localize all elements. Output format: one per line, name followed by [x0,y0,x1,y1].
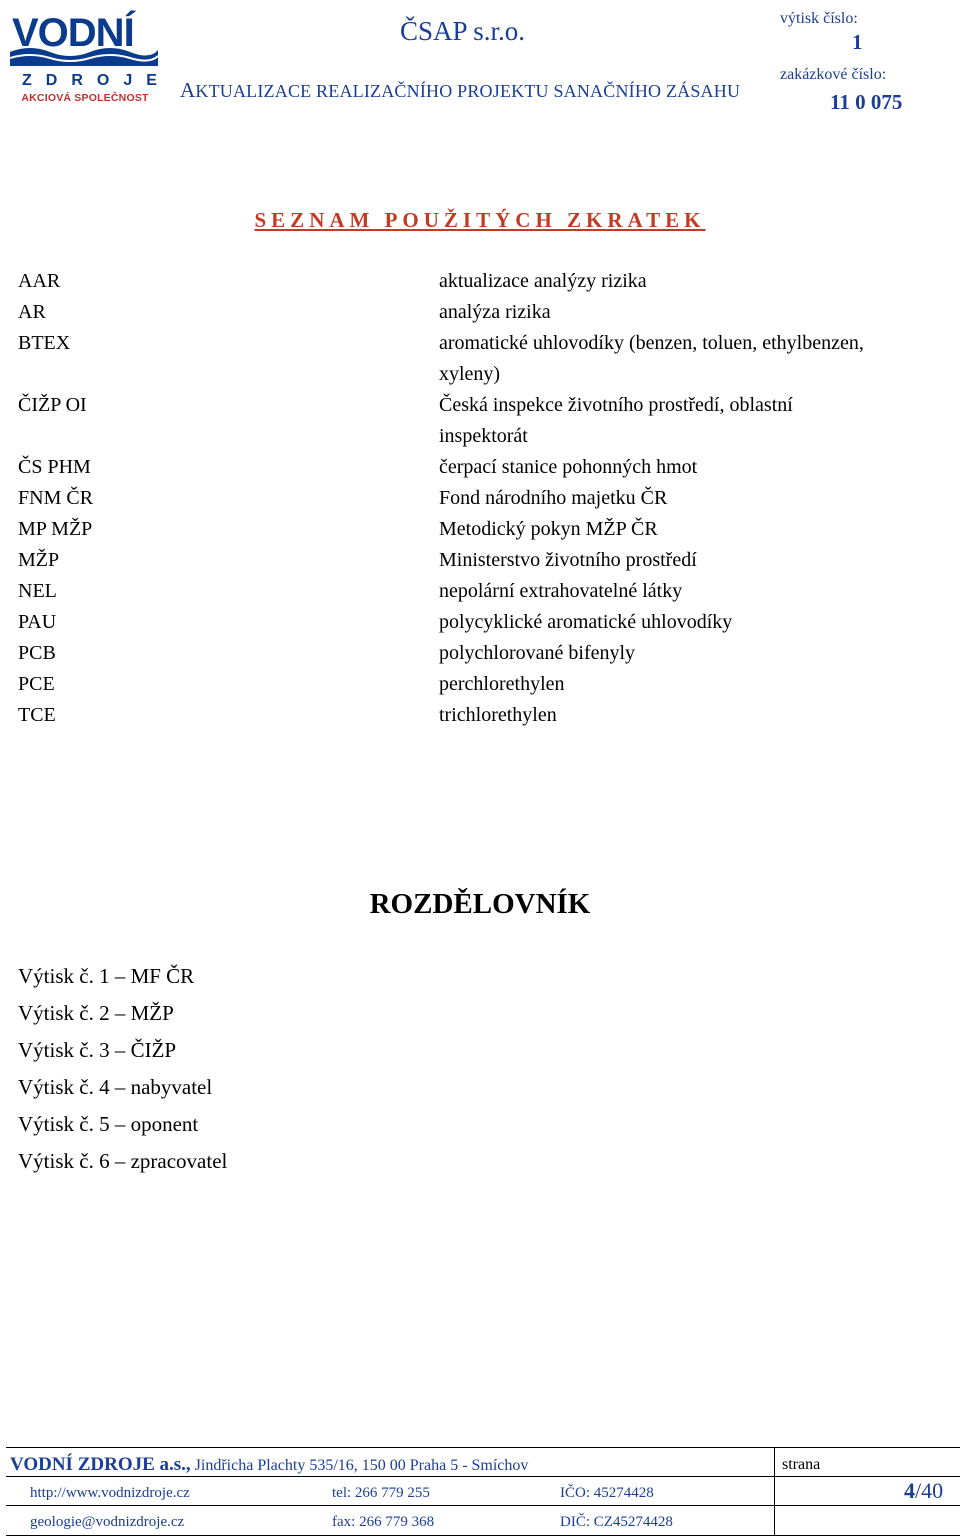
footer-fax: fax: 266 779 368 [332,1514,435,1530]
order-number-value: 11 0 075 [830,90,903,114]
abbr-definition: analýza rizika [439,301,551,323]
print-number-label: výtisk číslo: [780,10,858,27]
abbr-term: PAU [18,611,57,633]
footer-website-link[interactable]: http://www.vodnizdroje.cz [30,1485,190,1501]
logo-company-type: AKCIOVÁ SPOLEČNOST [21,92,149,104]
abbr-definition: trichlorethylen [439,704,557,726]
footer-divider [774,1447,775,1535]
copy-item: Výtisk č. 2 – MŽP [18,1001,174,1025]
footer-dic: DIČ: CZ45274428 [560,1514,673,1530]
footer-divider [6,1505,960,1506]
copy-item: Výtisk č. 6 – zpracovatel [18,1149,228,1173]
footer-company-name: VODNÍ ZDROJE a.s., [10,1454,191,1475]
footer-divider [6,1476,960,1477]
footer-company [10,1454,528,1476]
abbr-definition: Ministerstvo životního prostředí [439,549,697,571]
logo-subtitle [10,70,171,108]
footer-address: Jindřicha Plachty 535/16, 150 00 Praha 5 - Smíchov [190,1457,529,1474]
logo-zdroje-text: ZDROJE [22,72,171,89]
abbr-term: TCE [18,704,56,726]
page-label: strana [782,1456,821,1473]
print-number-value: 1 [852,30,863,54]
copy-item: Výtisk č. 5 – oponent [18,1112,199,1136]
order-number-label: zakázkové číslo: [780,66,887,83]
abbr-definition: aktualizace analýzy rizika [439,270,647,292]
abbr-definition: Fond národního majetku ČR [439,487,668,509]
abbr-term: MŽP [18,549,60,571]
copy-item: Výtisk č. 4 – nabyvatel [18,1075,213,1099]
copy-item: Výtisk č. 3 – ČIŽP [18,1038,177,1062]
footer-phone: tel: 266 779 255 [332,1485,430,1501]
abbr-definition: čerpací stanice pohonných hmot [439,456,698,478]
abbr-term: PCE [18,673,55,695]
abbr-definition: polycyklické aromatické uhlovodíky [439,611,733,633]
page-total: /40 [915,1478,944,1503]
page-number [904,1478,943,1504]
abbreviations-title: SEZNAM POUŽITÝCH ZKRATEK [254,208,706,232]
project-title-initial: A [180,78,196,102]
abbr-term: PCB [18,642,56,664]
client-company: ČSAP s.r.o. [400,16,526,46]
abbr-term: ČS PHM [18,456,91,478]
copy-item: Výtisk č. 1 – MF ČR [18,964,195,988]
abbr-definition: Metodický pokyn MŽP ČR [439,518,658,540]
project-title [180,78,740,103]
abbr-definition: aromatické uhlovodíky (benzen, toluen, ethylbenzen, xyleny) [439,332,864,385]
abbr-term: ČIŽP OI [18,394,87,416]
footer-ico: IČO: 45274428 [560,1485,654,1501]
abbr-term: NEL [18,580,57,602]
project-title-rest: KTUALIZACE REALIZAČNÍHO PROJEKTU SANAČNÍHO ZÁSAHU [195,81,741,101]
abbr-term: FNM ČR [18,487,94,509]
abbr-definition: polychlorované bifenyly [439,642,636,664]
footer-divider [6,1447,960,1448]
abbr-term: AR [18,301,46,323]
page-current: 4 [904,1478,915,1503]
abbr-term: MP MŽP [18,518,93,540]
abbr-definition: Česká inspekce životního prostředí, oblastní inspektorát [439,394,793,447]
abbr-definition: perchlorethylen [439,673,565,695]
footer-divider [6,1535,960,1536]
logo-wave-graphic [10,8,158,66]
abbr-term: BTEX [18,332,71,354]
logo-text: VODNÍ [12,11,134,55]
abbr-definition: nepolární extrahovatelné látky [439,580,683,602]
distribution-title: ROZDĚLOVNÍK [369,888,591,920]
footer-email-link[interactable]: geologie@vodnizdroje.cz [30,1514,185,1530]
company-logo [10,8,171,108]
abbr-term: AAR [18,270,61,292]
